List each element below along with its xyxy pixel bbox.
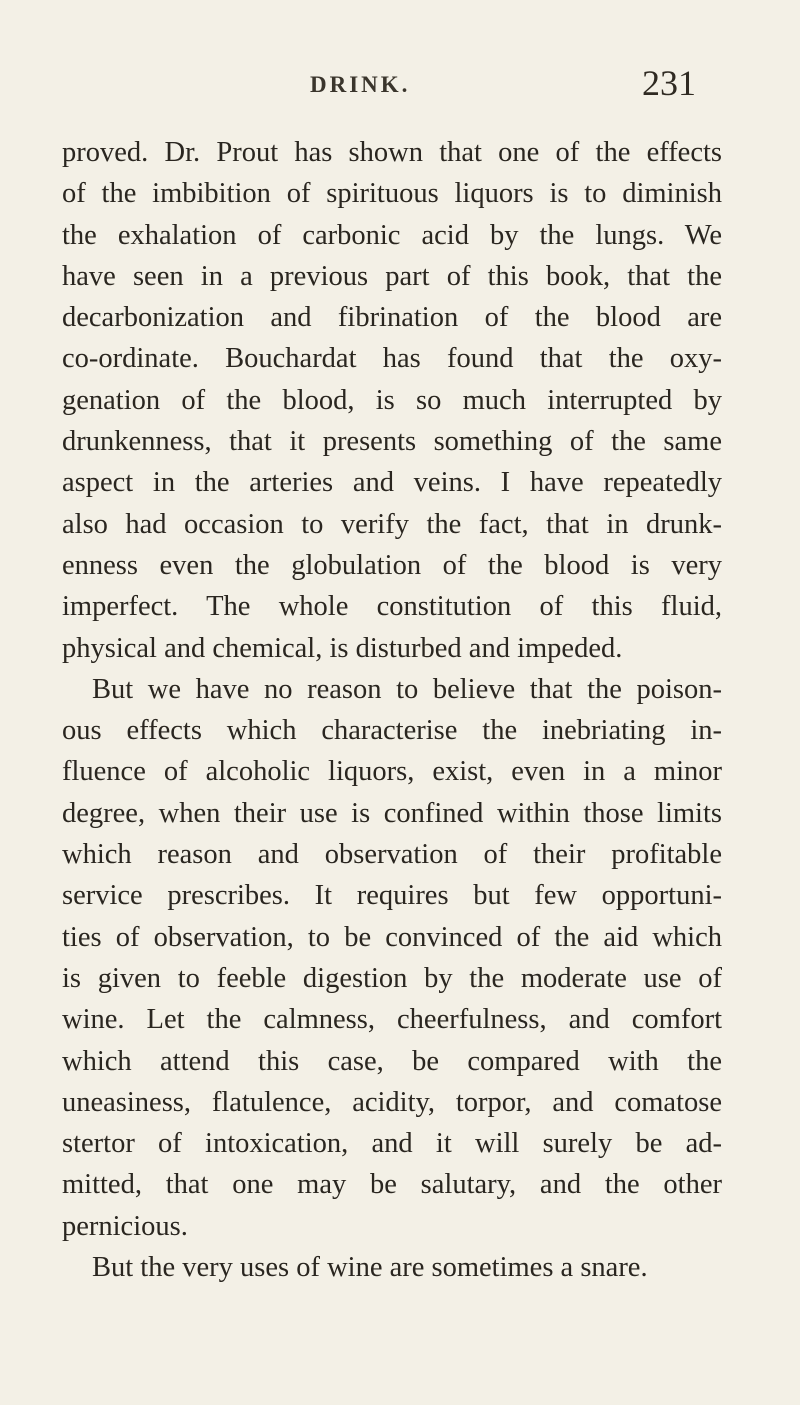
- text-line: physical and chemical, is disturbed and impeded.: [62, 632, 623, 664]
- text-line: which reason and observation of their profitable: [62, 839, 722, 871]
- text-line: also had occasion to verify the fact, that in drunk-: [62, 508, 722, 540]
- body-text: [62, 132, 722, 1288]
- text-line: drunkenness, that it presents something of the same: [62, 426, 722, 458]
- text-line: pernicious.: [62, 1210, 188, 1242]
- text-line: mitted, that one may be salutary, and the other: [62, 1169, 722, 1201]
- page-number: 231: [642, 63, 696, 103]
- text-line: degree, when their use is confined within those limits: [62, 797, 722, 829]
- text-line: ous effects which characterise the inebriating in-: [62, 715, 722, 747]
- text-line: have seen in a previous part of this book, that the: [62, 260, 722, 292]
- text-line: is given to feeble digestion by the moderate use of: [62, 962, 722, 994]
- text-line: But the very uses of wine are sometimes a snare.: [92, 1252, 648, 1284]
- text-line: aspect in the arteries and veins. I have repeatedly: [62, 467, 722, 499]
- text-line: ties of observation, to be convinced of the aid which: [62, 921, 722, 953]
- text-line: uneasiness, flatulence, acidity, torpor, and comatose: [62, 1086, 722, 1118]
- text-line: But we have no reason to believe that the poison-: [92, 673, 722, 705]
- text-line: which attend this case, be compared with the: [62, 1045, 722, 1077]
- text-line: wine. Let the calmness, cheerfulness, and comfort: [62, 1004, 722, 1036]
- text-line: imperfect. The whole constitution of this fluid,: [62, 591, 722, 623]
- text-line: fluence of alcoholic liquors, exist, even in a minor: [62, 756, 722, 788]
- text-line: decarbonization and fibrination of the blood are: [62, 302, 722, 334]
- text-line: of the imbibition of spirituous liquors is to diminish: [62, 178, 722, 210]
- text-line: proved. Dr. Prout has shown that one of the effects: [62, 137, 722, 168]
- text-line: service prescribes. It requires but few opportuni-: [62, 880, 722, 912]
- text-line: stertor of intoxication, and it will surely be ad-: [62, 1128, 722, 1160]
- text-line: the exhalation of carbonic acid by the lungs. We: [62, 219, 722, 251]
- text-line: enness even the globulation of the blood is very: [62, 549, 722, 581]
- text-line: genation of the blood, is so much interrupted by: [62, 384, 722, 416]
- text-line: co-ordinate. Bouchardat has found that the oxy-: [62, 343, 722, 375]
- running-head: DRINK.: [310, 72, 411, 97]
